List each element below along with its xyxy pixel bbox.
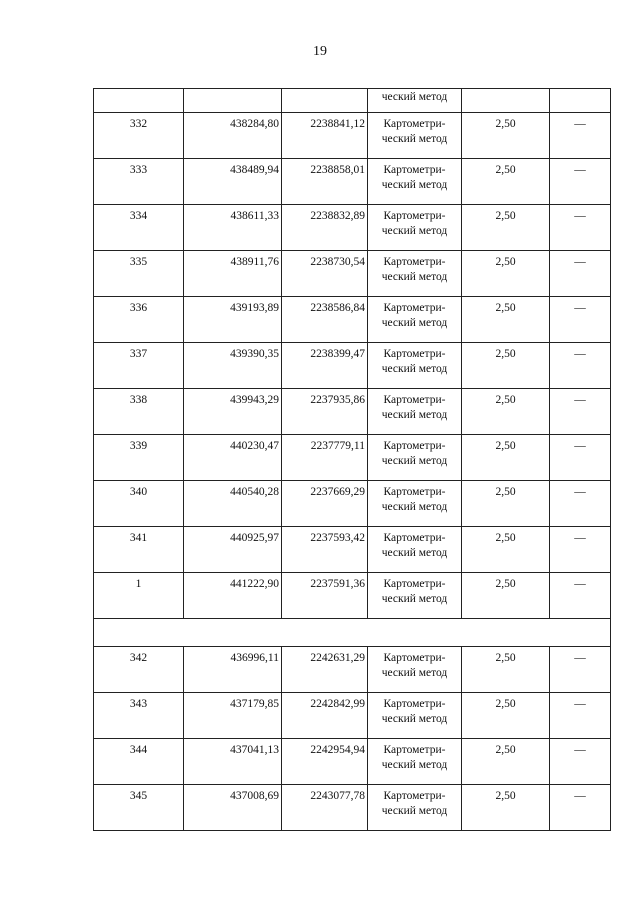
cell-note: —: [550, 113, 611, 159]
cell-method: [368, 693, 462, 739]
cell-x: 441222,90: [184, 573, 282, 619]
cell-note: [550, 89, 611, 113]
cell-note: —: [550, 435, 611, 481]
method-line-2: ческий метод: [381, 759, 448, 771]
cell-x: 440230,47: [184, 435, 282, 481]
cell-method: [368, 343, 462, 389]
method-line-1: Картометри-: [383, 440, 446, 452]
cell-method: [368, 159, 462, 205]
cell-accuracy: [462, 89, 550, 113]
continued-row: [94, 89, 611, 113]
cell-num: 1: [94, 573, 184, 619]
cell-x: 440540,28: [184, 481, 282, 527]
cell-method: [368, 573, 462, 619]
cell-method: ческий метод: [368, 89, 462, 113]
cell-x: 439943,29: [184, 389, 282, 435]
cell-num: 342: [94, 647, 184, 693]
cell-accuracy: 2,50: [462, 343, 550, 389]
method-line-1: Картометри-: [383, 744, 446, 756]
cell-note: —: [550, 693, 611, 739]
section-separator-row: [94, 619, 611, 647]
cell-y: 2237669,29: [282, 481, 368, 527]
table-row: [94, 785, 611, 831]
cell-accuracy: 2,50: [462, 159, 550, 205]
cell-x: 438611,33: [184, 205, 282, 251]
method-line-1: Картометри-: [383, 256, 446, 268]
table-row: [94, 527, 611, 573]
cell-num: [94, 89, 184, 113]
cell-accuracy: 2,50: [462, 481, 550, 527]
cell-accuracy: 2,50: [462, 435, 550, 481]
table-row: [94, 159, 611, 205]
cell-accuracy: 2,50: [462, 389, 550, 435]
cell-x: [184, 89, 282, 113]
cell-note: —: [550, 785, 611, 831]
cell-y: 2238858,01: [282, 159, 368, 205]
method-line-2: ческий метод: [381, 667, 448, 679]
cell-y: 2237935,86: [282, 389, 368, 435]
cell-accuracy: 2,50: [462, 527, 550, 573]
cell-num: 332: [94, 113, 184, 159]
table-row: [94, 693, 611, 739]
cell-method: [368, 205, 462, 251]
table-row: [94, 251, 611, 297]
cell-accuracy: 2,50: [462, 297, 550, 343]
cell-note: —: [550, 389, 611, 435]
method-line-1: Картометри-: [383, 578, 446, 590]
coordinates-table: [93, 88, 611, 831]
method-line-2: ческий метод: [381, 593, 448, 605]
cell-num: 340: [94, 481, 184, 527]
method-line-2: ческий метод: [381, 317, 448, 329]
method-line-2: ческий метод: [381, 547, 448, 559]
cell-accuracy: 2,50: [462, 113, 550, 159]
cell-note: —: [550, 647, 611, 693]
cell-method: [368, 435, 462, 481]
cell-note: —: [550, 343, 611, 389]
method-line-1: Картометри-: [383, 790, 446, 802]
cell-y: 2242954,94: [282, 739, 368, 785]
cell-num: 336: [94, 297, 184, 343]
method-line-2: ческий метод: [381, 501, 448, 513]
method-line-2: ческий метод: [381, 713, 448, 725]
cell-x: 438911,76: [184, 251, 282, 297]
page-number: 19: [313, 44, 327, 59]
method-line-1: Картометри-: [383, 210, 446, 222]
cell-x: 437041,13: [184, 739, 282, 785]
method-line-2: ческий метод: [381, 271, 448, 283]
method-line-1: Картометри-: [383, 652, 446, 664]
cell-x: 437008,69: [184, 785, 282, 831]
cell-num: 341: [94, 527, 184, 573]
cell-accuracy: 2,50: [462, 205, 550, 251]
table-row: [94, 297, 611, 343]
cell-y: 2237779,11: [282, 435, 368, 481]
cell-x: 440925,97: [184, 527, 282, 573]
table-row: [94, 573, 611, 619]
method-line-2: ческий метод: [381, 455, 448, 467]
separator-cell: [94, 619, 611, 647]
cell-note: —: [550, 527, 611, 573]
method-line-1: Картометри-: [383, 486, 446, 498]
cell-num: 344: [94, 739, 184, 785]
method-line-1: Картометри-: [383, 164, 446, 176]
cell-method: [368, 113, 462, 159]
table-row: [94, 205, 611, 251]
method-line-2: ческий метод: [381, 133, 448, 145]
cell-method: [368, 297, 462, 343]
cell-method: [368, 389, 462, 435]
table-row: [94, 739, 611, 785]
cell-x: 438489,94: [184, 159, 282, 205]
method-line-2: ческий метод: [381, 409, 448, 421]
cell-method: [368, 647, 462, 693]
cell-num: 343: [94, 693, 184, 739]
table-row: [94, 113, 611, 159]
cell-y: 2237591,36: [282, 573, 368, 619]
method-line-1: Картометри-: [383, 302, 446, 314]
method-line-1: Картометри-: [383, 348, 446, 360]
cell-accuracy: 2,50: [462, 693, 550, 739]
cell-method: [368, 481, 462, 527]
cell-num: 335: [94, 251, 184, 297]
cell-y: 2237593,42: [282, 527, 368, 573]
cell-accuracy: 2,50: [462, 573, 550, 619]
cell-num: 333: [94, 159, 184, 205]
cell-method: [368, 739, 462, 785]
cell-note: —: [550, 205, 611, 251]
cell-y: 2238399,47: [282, 343, 368, 389]
cell-method: [368, 785, 462, 831]
cell-x: 436996,11: [184, 647, 282, 693]
cell-note: —: [550, 739, 611, 785]
table-row: [94, 389, 611, 435]
cell-accuracy: 2,50: [462, 785, 550, 831]
table-row: [94, 481, 611, 527]
cell-y: 2238586,84: [282, 297, 368, 343]
cell-y: 2242842,99: [282, 693, 368, 739]
method-line-1: Картометри-: [383, 394, 446, 406]
cell-y: 2238841,12: [282, 113, 368, 159]
cell-num: 339: [94, 435, 184, 481]
method-line-2: ческий метод: [381, 363, 448, 375]
coordinates-table-body: [94, 89, 611, 831]
cell-y: [282, 89, 368, 113]
cell-note: —: [550, 251, 611, 297]
cell-x: 438284,80: [184, 113, 282, 159]
cell-note: —: [550, 573, 611, 619]
cell-x: 439193,89: [184, 297, 282, 343]
cell-accuracy: 2,50: [462, 647, 550, 693]
cell-note: —: [550, 159, 611, 205]
cell-num: 337: [94, 343, 184, 389]
cell-note: —: [550, 297, 611, 343]
cell-y: 2238832,89: [282, 205, 368, 251]
method-line-2: ческий метод: [381, 225, 448, 237]
cell-accuracy: 2,50: [462, 251, 550, 297]
cell-y: 2238730,54: [282, 251, 368, 297]
method-line-1: Картометри-: [383, 532, 446, 544]
cell-x: 439390,35: [184, 343, 282, 389]
method-line-2: ческий метод: [381, 179, 448, 191]
cell-x: 437179,85: [184, 693, 282, 739]
cell-y: 2243077,78: [282, 785, 368, 831]
method-line-1: Картометри-: [383, 698, 446, 710]
method-line-2: ческий метод: [381, 805, 448, 817]
cell-num: 345: [94, 785, 184, 831]
table-row: [94, 343, 611, 389]
table-row: [94, 435, 611, 481]
method-line-1: Картометри-: [383, 118, 446, 130]
cell-num: 334: [94, 205, 184, 251]
table-row: [94, 647, 611, 693]
cell-method: [368, 251, 462, 297]
cell-y: 2242631,29: [282, 647, 368, 693]
cell-note: —: [550, 481, 611, 527]
cell-num: 338: [94, 389, 184, 435]
cell-accuracy: 2,50: [462, 739, 550, 785]
cell-method: [368, 527, 462, 573]
